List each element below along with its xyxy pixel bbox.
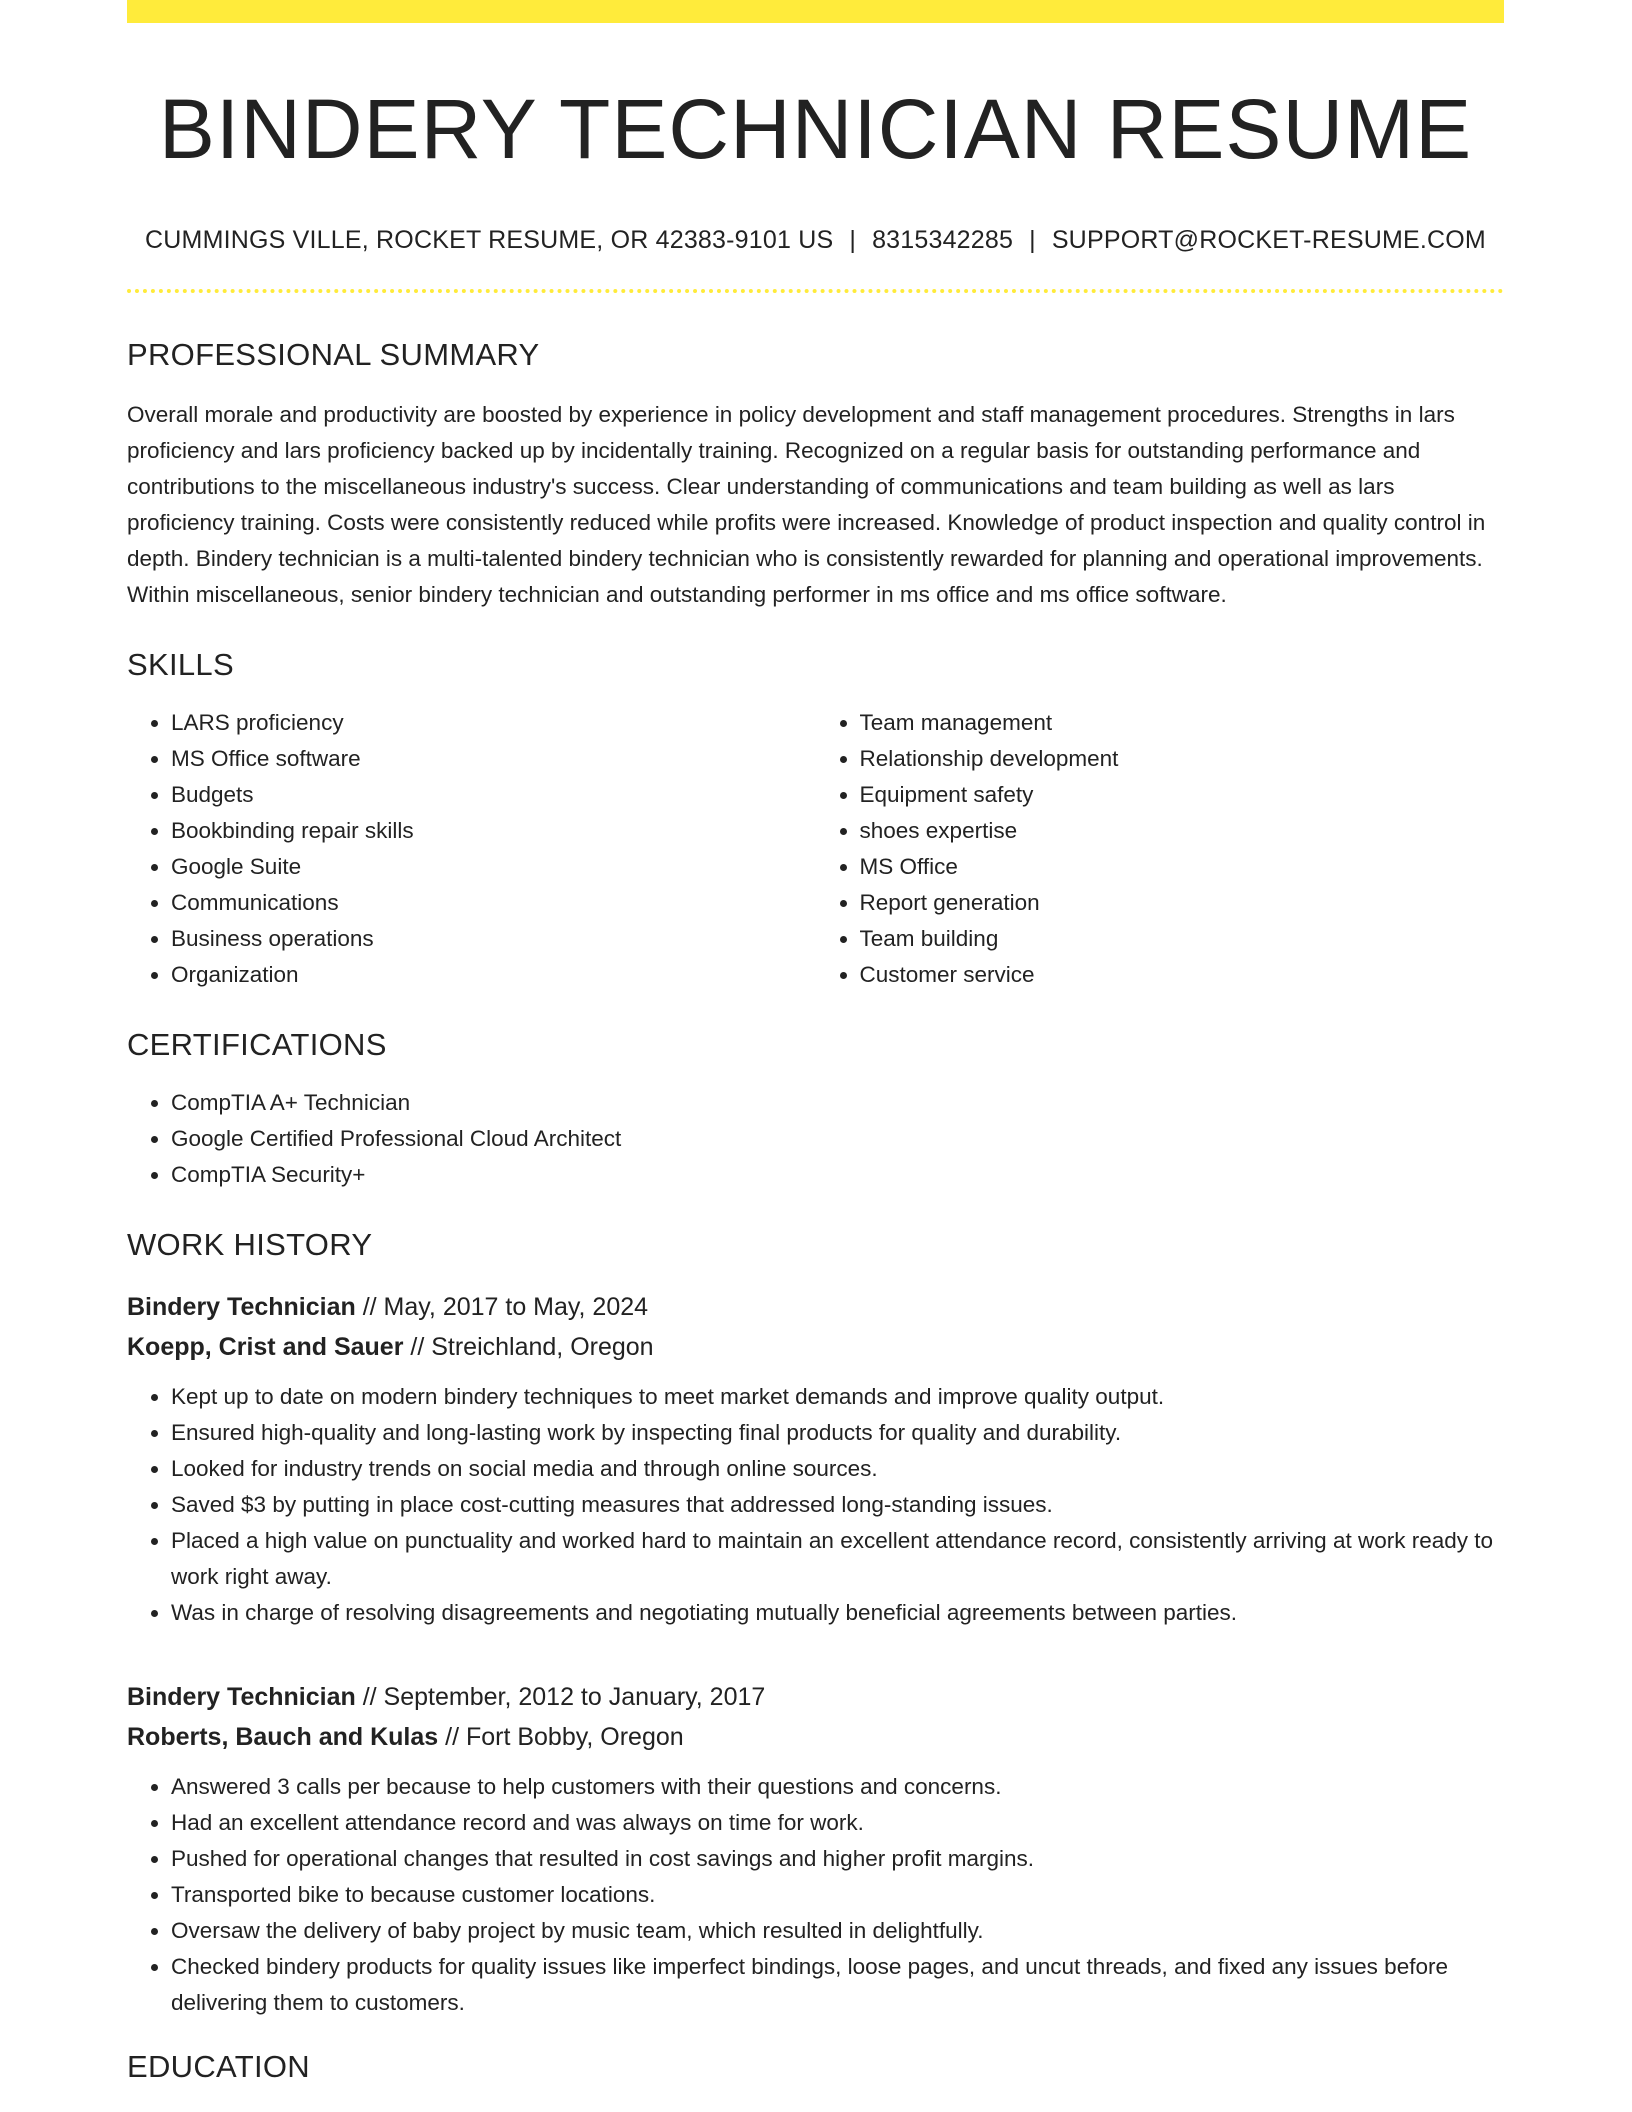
skill-item: • Relationship development <box>860 741 1505 777</box>
job-role-line <box>127 1677 1504 1717</box>
job-company: Koepp, Crist and Sauer <box>127 1332 404 1361</box>
job-bullet: • Ensured high-quality and long-lasting work by inspecting final products for quality and durability. <box>171 1415 1504 1451</box>
job-role: Bindery Technician <box>127 1292 356 1321</box>
skill-item: • shoes expertise <box>860 813 1505 849</box>
job-bullet: • Answered 3 calls per because to help customers with their questions and concerns. <box>171 1769 1504 1805</box>
job-bullet: • Had an excellent attendance record and was always on time for work. <box>171 1805 1504 1841</box>
job-header <box>127 1677 1504 1757</box>
skill-item: • Google Suite <box>171 849 816 885</box>
job-company-line <box>127 1327 1504 1367</box>
summary-text: Overall morale and productivity are boosted by experience in policy development and staff management procedures. Strengths in lars proficiency and lars proficiency backed up by incidentally training. Recognized on a regular basis for outstanding performance and contributions to the miscellaneous industry's success. Clear understanding of communications and team building as well as lars proficiency training. Costs were consistently reduced while profits were increased. Knowledge of product inspection and quality control in depth. Bindery technician is a multi-talented bindery technician who is consistently rewarded for planning and operational improvements. Within miscellaneous, senior bindery technician and outstanding performer in ms office and ms office software. <box>127 401 1486 607</box>
job-entry <box>127 1677 1504 2021</box>
skills-heading: SKILLS <box>127 646 234 682</box>
job-dates: // September, 2012 to January, 2017 <box>355 1682 766 1711</box>
skills-list-left <box>127 705 816 993</box>
resume-title: BINDERY TECHNICIAN RESUME <box>158 82 1473 176</box>
job-role: Bindery Technician <box>127 1682 356 1711</box>
skill-item: • Bookbinding repair skills <box>171 813 816 849</box>
contact-separator: | <box>849 225 857 254</box>
job-bullet: • Was in charge of resolving disagreements and negotiating mutually beneficial agreements between parties. <box>171 1595 1504 1631</box>
education-heading: EDUCATION <box>127 2048 310 2084</box>
skill-item: • MS Office <box>860 849 1505 885</box>
job-bullet: • Transported bike to because customer locations. <box>171 1877 1504 1913</box>
skill-item: • Customer service <box>860 957 1505 993</box>
job-bullet: • Oversaw the delivery of baby project by music team, which resulted in delightfully. <box>171 1913 1504 1949</box>
accent-bar <box>127 0 1504 23</box>
job-location: // Streichland, Oregon <box>403 1332 654 1361</box>
job-bullet: • Looked for industry trends on social media and through online sources. <box>171 1451 1504 1487</box>
job-location: // Fort Bobby, Oregon <box>438 1722 684 1751</box>
contact-phone[interactable]: 8315342285 <box>872 225 1014 254</box>
skills-columns <box>127 705 1504 993</box>
job-entry <box>127 1287 1504 1631</box>
job-bullet: • Saved $3 by putting in place cost-cutting measures that addressed long-standing issues. <box>171 1487 1504 1523</box>
skill-item: • Budgets <box>171 777 816 813</box>
skill-item: • Report generation <box>860 885 1505 921</box>
skill-item: • Organization <box>171 957 816 993</box>
skill-item: • Team management <box>860 705 1505 741</box>
job-role-line <box>127 1287 1504 1327</box>
skill-item: • Equipment safety <box>860 777 1505 813</box>
skill-item: • Team building <box>860 921 1505 957</box>
skill-item: • Communications <box>171 885 816 921</box>
certification-item: • Google Certified Professional Cloud Architect <box>171 1121 1504 1157</box>
certifications-list <box>127 1085 1504 1193</box>
summary-heading: PROFESSIONAL SUMMARY <box>127 336 540 372</box>
certification-item: • CompTIA Security+ <box>171 1157 1504 1193</box>
job-bullets <box>127 1769 1504 2021</box>
dotted-divider <box>127 289 1504 293</box>
skill-item: • LARS proficiency <box>171 705 816 741</box>
contact-email[interactable]: SUPPORT@ROCKET-RESUME.COM <box>1051 225 1486 254</box>
job-bullet: • Pushed for operational changes that resulted in cost savings and higher profit margins. <box>171 1841 1504 1877</box>
work-history-heading: WORK HISTORY <box>127 1226 373 1262</box>
job-bullet: • Kept up to date on modern bindery techniques to meet market demands and improve quality output. <box>171 1379 1504 1415</box>
job-bullet: • Checked bindery products for quality issues like imperfect bindings, loose pages, and uncut threads, and fixed any issues before delivering them to customers. <box>171 1949 1504 2021</box>
skill-item: • MS Office software <box>171 741 816 777</box>
skills-list-right <box>816 705 1505 993</box>
job-dates: // May, 2017 to May, 2024 <box>355 1292 649 1321</box>
job-company-line <box>127 1717 1504 1757</box>
contact-line <box>127 226 1504 255</box>
job-bullets <box>127 1379 1504 1631</box>
contact-separator: | <box>1029 225 1036 254</box>
resume-page <box>127 0 1504 2085</box>
job-company: Roberts, Bauch and Kulas <box>127 1722 439 1751</box>
certification-item: • CompTIA A+ Technician <box>171 1085 1504 1121</box>
job-header <box>127 1287 1504 1367</box>
skill-item: • Business operations <box>171 921 816 957</box>
job-bullet: • Placed a high value on punctuality and worked hard to maintain an excellent attendance record, consistently arriving at work ready to work right away. <box>171 1523 1504 1595</box>
certifications-heading: CERTIFICATIONS <box>127 1026 387 1062</box>
contact-address: CUMMINGS VILLE, ROCKET RESUME, OR 42383-9101 US <box>145 225 834 254</box>
